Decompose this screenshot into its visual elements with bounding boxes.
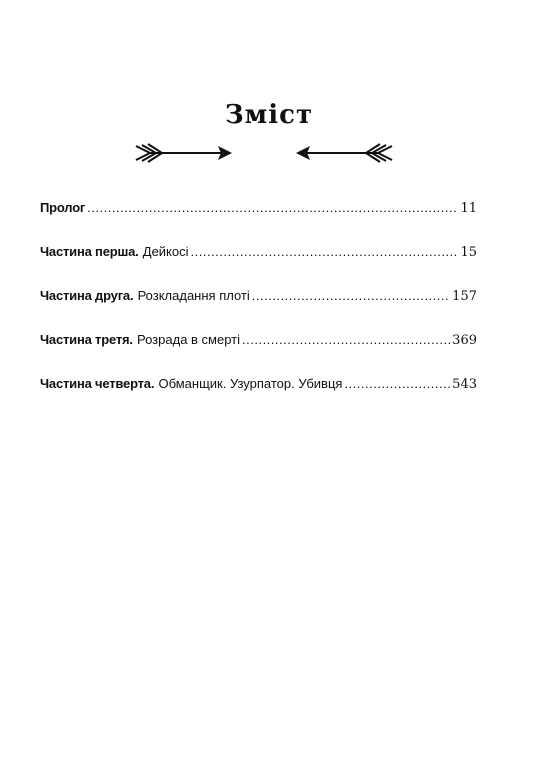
arrow-left-icon bbox=[296, 144, 392, 162]
toc-entry-part-3[interactable] bbox=[40, 330, 477, 374]
toc-entry-part-1[interactable] bbox=[40, 242, 477, 286]
toc-separator: . bbox=[135, 244, 139, 259]
page-title: Зміст bbox=[224, 100, 314, 130]
toc-entry-part-2[interactable] bbox=[40, 286, 477, 330]
toc-part-label: Пролог bbox=[40, 200, 86, 215]
toc-part-subtitle: Розрада в смерті bbox=[137, 332, 241, 347]
toc-page-number: 369 bbox=[452, 333, 477, 348]
arrow-ornament bbox=[0, 140, 538, 166]
toc-part-label: Частина третя bbox=[40, 332, 130, 347]
arrow-right-icon bbox=[136, 144, 232, 162]
toc-page-number: 543 bbox=[452, 377, 477, 392]
toc-part-label: Частина друга bbox=[40, 288, 130, 303]
toc-entry-part-4[interactable] bbox=[40, 374, 477, 418]
toc-leader-dots bbox=[252, 286, 450, 306]
toc-entry-prologue[interactable] bbox=[40, 198, 477, 242]
toc-leader-dots bbox=[191, 242, 459, 262]
table-of-contents bbox=[40, 198, 477, 418]
toc-page-number: 11 bbox=[460, 201, 477, 216]
toc-separator: . bbox=[129, 332, 133, 347]
toc-part-subtitle: Обманщик. Узурпатор. Убивця bbox=[158, 376, 343, 391]
toc-separator: . bbox=[150, 376, 155, 391]
toc-separator: . bbox=[129, 288, 134, 303]
toc-leader-dots bbox=[242, 330, 450, 350]
toc-part-subtitle: Розкладання плоті bbox=[137, 288, 250, 303]
toc-part-label: Частина перша bbox=[40, 244, 136, 259]
toc-leader-dots bbox=[344, 374, 450, 394]
toc-page-number: 157 bbox=[452, 289, 477, 304]
toc-part-subtitle: Дейкосі bbox=[142, 244, 189, 259]
toc-part-label: Частина четверта bbox=[40, 376, 151, 391]
toc-leader-dots bbox=[87, 198, 458, 218]
toc-page-number: 15 bbox=[460, 245, 477, 260]
